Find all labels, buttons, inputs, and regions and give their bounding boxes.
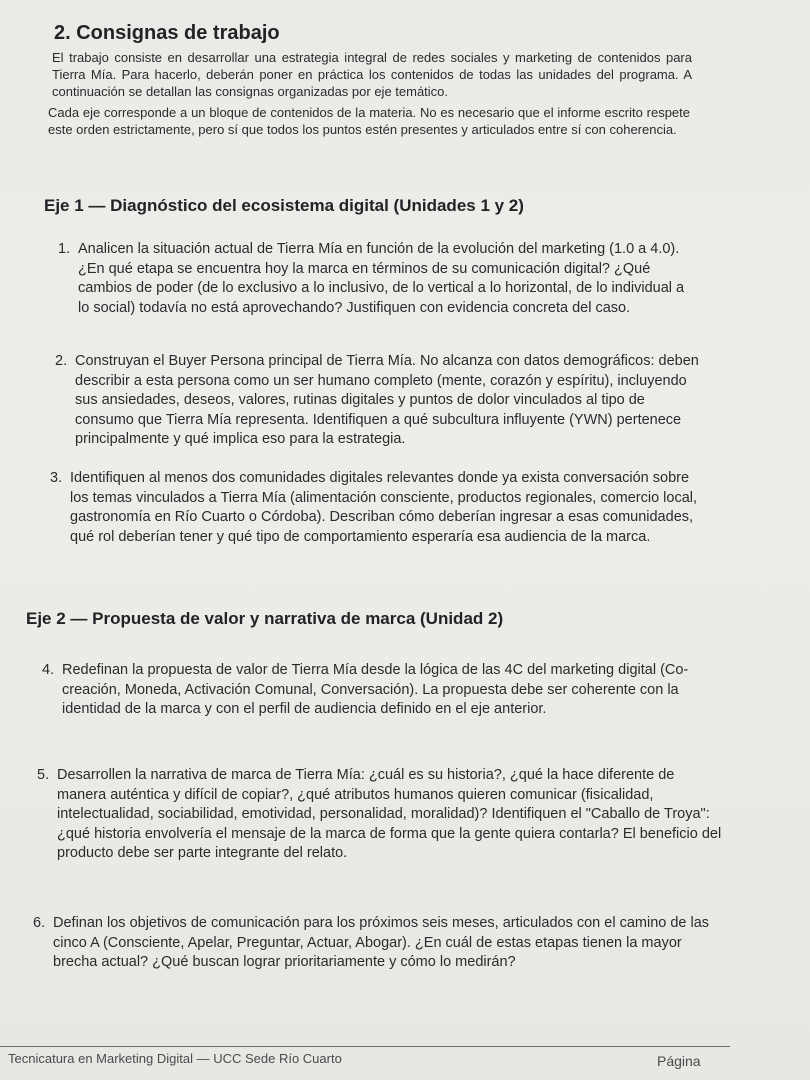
section-heading-eje-1: Eje 1 — Diagnóstico del ecosistema digital (Unidades 1 y 2): [44, 196, 524, 215]
item-number: 3.: [50, 470, 63, 486]
item-number: 1.: [58, 241, 71, 257]
item-number: 4.: [42, 662, 55, 678]
item-text: Definan los objetivos de comunicación para los próximos seis meses, articulados con el camino de las cinco A (Consciente, Apelar, Preguntar, Actuar, Abogar). ¿En cuál de estas etapas tienen la mayor brecha actual? ¿Qué buscan lograr prioritariamente y cómo lo medirán?: [53, 915, 710, 970]
list-item: [58, 240, 686, 318]
item-text: Desarrollen la narrativa de marca de Tierra Mía: ¿cuál es su historia?, ¿qué la hace diferente de manera auténtica y difícil de copiar?, ¿qué atributos humanos quieren comunicar (fisicalidad, intelectualidad, sociabilidad, emotividad, personalidad, moralidad)? Identifiquen el "Caballo de Troya": ¿qué historia envolvería el mensaje de la marca de forma que la gente quiera contarla? El beneficio del producto debe ser parte integrante del relato.: [57, 767, 722, 861]
intro-paragraph: El trabajo consiste en desarrollar una estrategia integral de redes sociales y marketing de contenidos para Tierra Mía. Para hacerlo, deberán poner en práctica los contenidos de todas las unidades del programa. A continuación se detallan las consignas organizadas por eje temático.: [52, 50, 692, 99]
footer-page-label: Página: [657, 1053, 701, 1069]
list-item: [33, 914, 723, 973]
item-number: 2.: [55, 353, 68, 369]
list-item: [55, 352, 700, 450]
list-item: [42, 661, 714, 720]
item-text: Construyan el Buyer Persona principal de Tierra Mía. No alcanza con datos demográficos: deben describir a esta persona como un ser humano completo (mente, corazón y espíritu), incluyendo sus ansiedades, deseos, valores, rutinas digitales y puntos de dolor vinculados al tipo de consumo que Tierra Mía representa. Identifiquen a qué subcultura influyente (YWN) pertenece principalmente y qué implica eso para la estrategia.: [75, 353, 699, 447]
item-number: 6.: [33, 915, 46, 931]
page-title: 2. Consignas de trabajo: [54, 22, 280, 44]
item-text: Analicen la situación actual de Tierra Mía en función de la evolución del marketing (1.0 a 4.0). ¿En qué etapa se encuentra hoy la marca en términos de su comunicación digital? ¿Qué cambios de poder (de lo exclusivo a lo inclusivo, de lo vertical a lo horizontal, de lo individual a lo social) todavía no está aprovechando? Justifiquen con evidencia concreta del caso.: [78, 241, 685, 316]
list-item: [37, 766, 722, 864]
item-number: 5.: [37, 767, 50, 783]
list-item: [50, 469, 705, 547]
section-heading-eje-2: Eje 2 — Propuesta de valor y narrativa de marca (Unidad 2): [26, 609, 504, 628]
item-text: Identifiquen al menos dos comunidades digitales relevantes donde ya exista conversación sobre los temas vinculados a Tierra Mía (alimentación consciente, productos regionales, comercio local, gastronomía en Río Cuarto o Córdoba). Describan cómo deberían ingresar a esas comunidades, qué rol deberían tener y qué tipo de comportamiento esperaría esa audiencia de la marca.: [70, 470, 698, 545]
footer-course-label: Tecnicatura en Marketing Digital — UCC Sede Río Cuarto: [8, 1051, 342, 1066]
footer-divider: [0, 1046, 730, 1047]
intro-paragraph: Cada eje corresponde a un bloque de contenidos de la materia. No es necesario que el informe escrito respete este orden estrictamente, pero sí que todos los puntos estén presentes y articulados entre sí con coherencia.: [48, 105, 690, 137]
item-text: Redefinan la propuesta de valor de Tierra Mía desde la lógica de las 4C del marketing digital (Co-creación, Moneda, Activación Comunal, Conversación). La propuesta debe ser coherente con la identidad de la marca y con el perfil de audiencia definido en el eje anterior.: [62, 662, 689, 717]
